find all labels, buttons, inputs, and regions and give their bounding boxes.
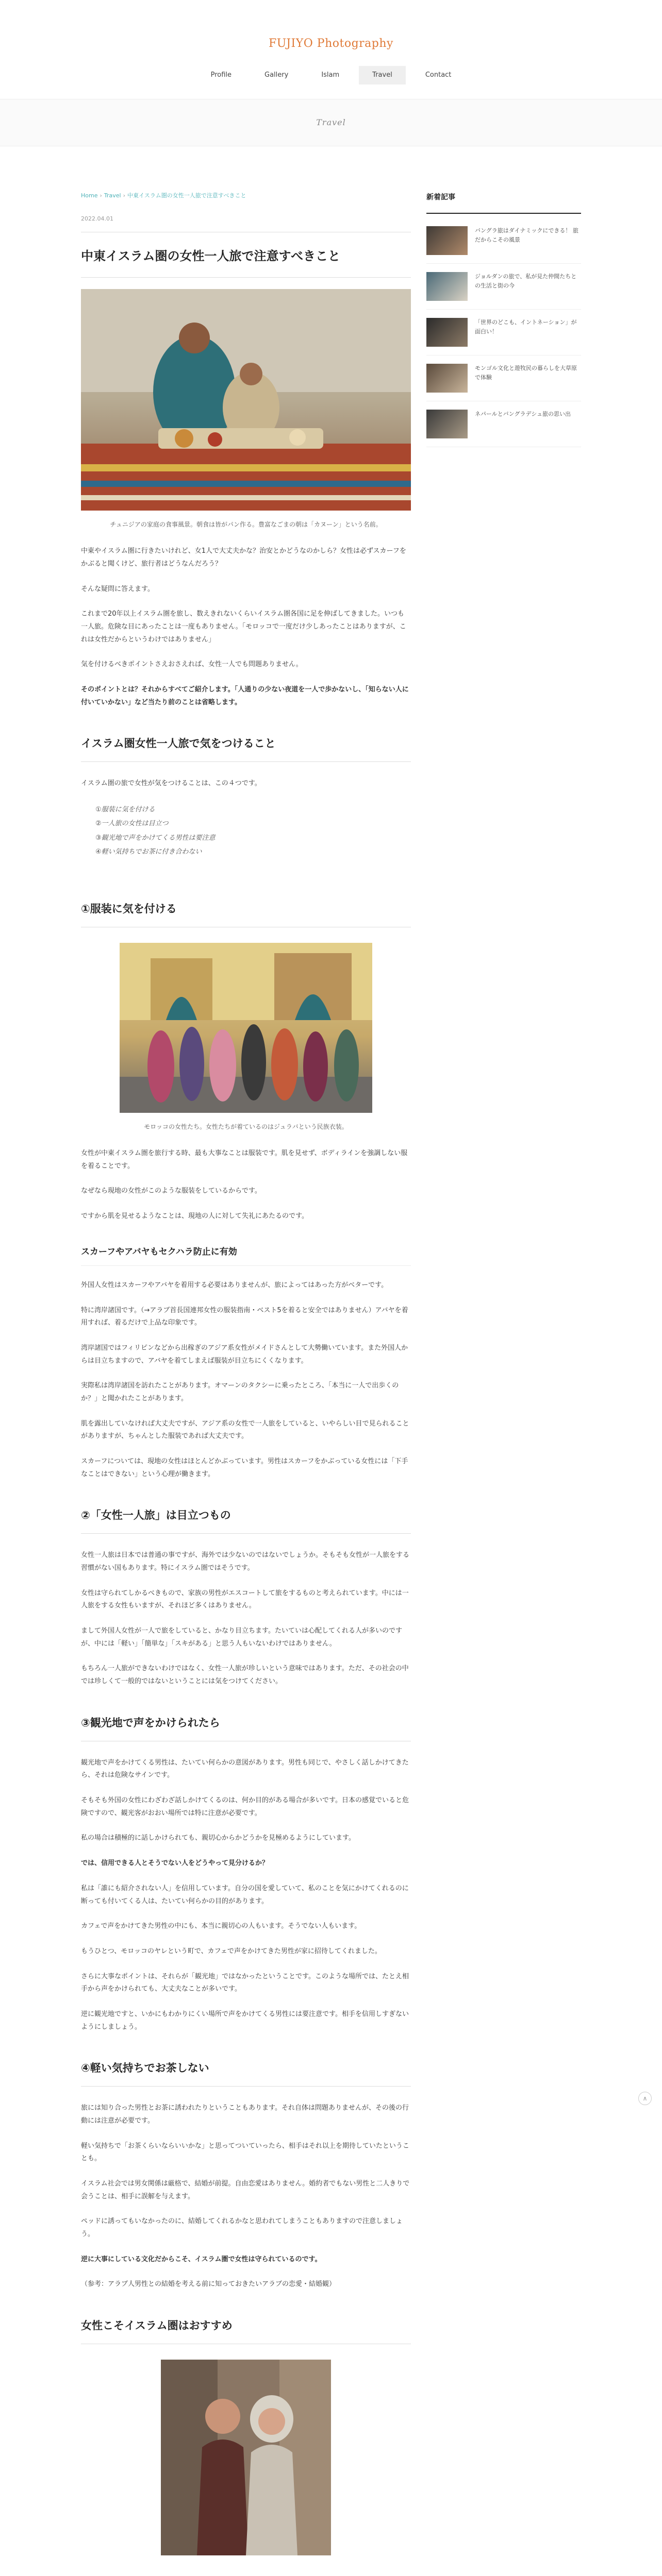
section-paragraph: 私の場合は積極的に話しかけられても、親切心からかどうかを見極めるようにしています。 [81, 1834, 355, 1842]
breadcrumb-separator: › [100, 192, 102, 199]
sidebar-post-thumbnail[interactable] [426, 364, 468, 393]
sidebar-post-item[interactable] [426, 264, 581, 310]
section-paragraph: なぜなら現地の女性がこのような服装をしているからです。 [81, 1187, 261, 1195]
sidebar-post-title[interactable]: モンゴル文化と遊牧民の暮らしを大草原で体験 [475, 364, 577, 381]
section-paragraph: さらに大事なポイントは、それらが「観光地」ではなかったということです。このような場所では、たとえ相手から声をかけられても、大丈夫なことが多いです。 [81, 1972, 409, 1993]
hero-photo [81, 289, 411, 511]
breadcrumb-current: 中東イスラム圏の女性一人旅で注意すべきこと [127, 192, 246, 199]
moroccan-women-illustration [120, 943, 372, 1113]
sidebar-post-item[interactable] [426, 401, 581, 447]
article [81, 191, 411, 2555]
section-paragraph: イスラム社会では男女関係は厳格で、結婚が前提。自由恋愛はありません。婚約者でもない男性と二人きりで会うことは、相手に誤解を与えます。 [81, 2179, 410, 2200]
section-paragraph: 実際私は湾岸諸国を訪れたことがあります。オマーンのタクシーに乗ったところ、「本当に一人で出歩くのか？」と聞かれたことがあります。 [81, 1382, 399, 1402]
section-paragraph-link[interactable]: 特に湾岸諸国です。（→アラブ首長国連邦女性の服装指南・ベスト5を着ると安全ではありません）アバヤを着用すれば、着るだけで上品な印象です。 [81, 1306, 408, 1327]
scroll-to-top-button[interactable] [638, 2092, 652, 2105]
section-paragraph: 私は「誰にも紹介されない人」を信用しています。自分の国を愛していて、私のことを気にかけてくれるのに断っても付いてくる人は、たいてい何らかの目的があります。 [81, 1884, 409, 1905]
section-lead: イスラム圏の旅で女性が気をつけることは、この４つです。 [81, 779, 261, 788]
site-header [0, 0, 662, 52]
sidebar-post-item[interactable] [426, 355, 581, 401]
section-paragraph: 逆に観光地ですと、いかにもわかりにくい場所で声をかけてくる男性には要注意です。相手を信用しすぎないようにしましょう。 [81, 2010, 409, 2031]
nav-item-profile[interactable]: Profile [210, 71, 231, 79]
intro-paragraph: 気を付けるべきポイントさえおさえれば、女性一人でも問題ありません。 [81, 660, 303, 669]
section-paragraph: 湾岸諸国ではフィリピンなどから出稼ぎのアジア系女性がメイドさんとして大勢働いています。また外国人からは目立ちますので、アバヤを着てしまえば服装が目立ちにくくなります。 [81, 1344, 408, 1365]
section-paragraph: スカーフについては、現地の女性はほとんどかぶっています。男性はスカーフをかぶっている女性には「下手なことはできない」という心理が働きます。 [81, 1458, 408, 1478]
sidebar-post-thumbnail[interactable] [426, 226, 468, 255]
breadcrumb-separator: › [123, 192, 125, 199]
post-date: 2022.04.01 [81, 214, 411, 232]
section-paragraph: もちろん一人旅ができないわけではなく、女性一人旅が珍しいという意味ではあります。ただ、その社会の中では珍しくて一般的ではないということには気をつけてください。 [81, 1665, 409, 1686]
sidebar-post-title[interactable]: ジョルダンの旅で、私が見た仲間たちとの生活と街の今 [475, 273, 577, 289]
checklist [81, 803, 411, 874]
moroccan-women-photo [120, 943, 372, 1113]
sidebar-post-thumbnail[interactable] [426, 318, 468, 347]
breadcrumb-home[interactable]: Home [81, 192, 98, 199]
section-heading: ④軽い気持ちでお茶しない [81, 2058, 411, 2087]
breadcrumb-travel[interactable]: Travel [104, 192, 121, 199]
section-paragraph: 外国人女性はスカーフやアバヤを着用する必要はありませんが、旅によってはあった方がベターです。 [81, 1281, 388, 1289]
couple-photo-illustration [161, 2360, 331, 2555]
post-title: 中東イスラム圏の女性一人旅で注意すべきこと [81, 248, 341, 263]
section-paragraph: まして外国人女性が一人で旅をしていると、かなり目立ちます。たいていは心配してくれる人が多いのですが、中には「軽い」「簡単な」「スキがある」と思う人もいないわけではありません。 [81, 1627, 402, 1648]
section-paragraph: ですから肌を見せるようなことは、現地の人に対して失礼にあたるのです。 [81, 1212, 308, 1220]
checklist-item: ②一人旅の女性は目立つ [95, 820, 169, 828]
section-paragraph: 軽い気持ちで「お茶くらいならいいかな」と思ってついていったら、相手はそれ以上を期待していたということも。 [81, 2142, 409, 2163]
section-heading: イスラム圏女性一人旅で気をつけること [81, 734, 411, 762]
checklist-item: ③観光地で声をかけてくる男性は要注意 [95, 834, 216, 842]
nav-item-islam[interactable]: Islam [321, 71, 340, 79]
section-heading: ①服装に気を付ける [81, 899, 411, 927]
section-heading: ②「女性一人旅」は目立つもの [81, 1505, 411, 1534]
breadcrumb [81, 191, 411, 201]
section-paragraph: 観光地で声をかけてくる男性は、たいてい何らかの意図があります。男性も同じで、やさしく話しかけてきたら、それは危険なサインです。 [81, 1758, 409, 1780]
hero-photo-illustration [81, 289, 411, 511]
intro-paragraph: そのポイントとは？それからすべてご紹介します。「人通りの少ない夜道を一人で歩かないし、「知らない人に付いていかない」など当たり前のことは省略します。 [81, 685, 409, 706]
checklist-item: ①服装に気を付ける [95, 805, 155, 814]
sidebar [426, 191, 581, 2555]
checklist-item: ④軽い気持ちでお茶に付き合わない [95, 848, 202, 856]
sidebar-post-item[interactable] [426, 218, 581, 264]
section-paragraph: 肌を露出していなければ大丈夫ですが、アジア系の女性で一人旅をしていると、いやらしい目で見られることがありますが、ちゃんとした服装であれば大丈夫です。 [81, 1419, 409, 1440]
sidebar-post-title[interactable]: ネパールとバングラデシュ旅の思い出 [475, 410, 571, 417]
section-paragraph: 女性一人旅は日本では普通の事ですが、海外では少ないのではないでしょうか。そもそも女性が一人旅をする習慣がない国もあります。特にイスラム圏ではそうです。 [81, 1551, 410, 1572]
couple-photo [161, 2360, 331, 2555]
content-layout [0, 146, 662, 2555]
subsection-heading: スカーフやアバヤもセクハラ防止に有効 [81, 1244, 411, 1266]
chevron-up-icon: ∧ [642, 2094, 648, 2102]
sidebar-post-item[interactable] [426, 310, 581, 355]
section-paragraph: ペッドに誘ってもいなかったのに、結婚してくれるかなと思われてしまうこともありますので注意しましょう。 [81, 2217, 403, 2239]
intro-paragraph: そんな疑問に答えます。 [81, 585, 154, 593]
section-paragraph: 旅には知り合った男性とお茶に誘われたりということもあります。それ自体は問題ありませんが、その後の行動には注意が必要です。 [81, 2104, 409, 2125]
hero-caption: チュニジアの家庭の食事風景。朝食は皆がパン作る。豊富なごまの朝は「カヌーン」という名前。 [110, 521, 382, 529]
sidebar-post-thumbnail[interactable] [426, 272, 468, 301]
sidebar-post-thumbnail[interactable] [426, 410, 468, 438]
site-title[interactable]: FUJIYO Photography [269, 37, 393, 50]
global-nav [0, 52, 662, 99]
intro-paragraph: 中東やイスラム圏に行きたいけれど、女1人で大丈夫かな？治安とかどうなのかしら？女性は必ずスカーフをかぶると聞くけど、旅行者はどうなんだろう？ [81, 547, 406, 568]
section-band-title: Travel [316, 117, 346, 127]
intro-paragraph: これまで20年以上イスラム圏を旅し、数えきれないくらいイスラム圏各国に足を伸ばしてきました。いつも一人旅。危険な目にあったことは一度もありません。「モロッコで一度だけ少しあったことはありますが、これは女性だからというわけではありません」 [81, 610, 406, 643]
sidebar-post-title[interactable]: バングラ旅はダイナミックにできる！ 旅だからこその風景 [475, 227, 578, 243]
section-paragraph: もうひとつ、モロッコのヤレという町で、カフェで声をかけてきた男性が家に招待してくれました。 [81, 1947, 382, 1955]
divider [81, 277, 411, 278]
section-paragraph: では、信用できる人とそうでない人をどうやって見分けるか？ [81, 1859, 269, 1868]
section-heading: 女性こそイスラム圏はおすすめ [81, 2316, 411, 2344]
reference-link[interactable]: （参考：アラブ人男性との結婚を考える前に知っておきたいアラブの恋愛・結婚観） [81, 2280, 336, 2289]
section-paragraph: カフェで声をかけてきた男性の中にも、本当に親切心の人もいます。そうでない人もいます。 [81, 1922, 361, 1930]
nav-item-travel[interactable]: Travel [359, 66, 406, 85]
section-heading: ③観光地で声をかけられたら [81, 1713, 411, 1741]
sidebar-title: 新着記事 [426, 191, 581, 214]
section-paragraph: 女性は守られてしかるべきもので、家族の男性がエスコートして旅をするものと考えられています。中には一人旅をする女性もいますが、それほど多くはありません。 [81, 1589, 409, 1610]
nav-item-gallery[interactable]: Gallery [264, 71, 289, 79]
section-paragraph: そもそも外国の女性にわざわざ話しかけてくるのは、何か目的がある場合が多いです。日本の感覚でいると危険ですので、観光客がおおい場所では特に注意が必要です。 [81, 1797, 409, 1817]
nav-item-contact[interactable]: Contact [425, 71, 452, 79]
sidebar-post-title[interactable]: 「世界のどこも、イントネーション」が面白い！ [475, 318, 577, 335]
section-paragraph: 逆に大事にしている文化だからこそ、イスラム圏で女性は守られているのです。 [81, 2255, 322, 2263]
section-band [0, 99, 662, 146]
section-paragraph: 女性が中東イスラム圏を旅行する時、最も大事なことは服装です。肌を見せず、ボディラインを強調しない服を着ることです。 [81, 1149, 408, 1170]
photo-caption: モロッコの女性たち。女性たちが着ているのはジュラバという民族衣装。 [144, 1123, 348, 1131]
